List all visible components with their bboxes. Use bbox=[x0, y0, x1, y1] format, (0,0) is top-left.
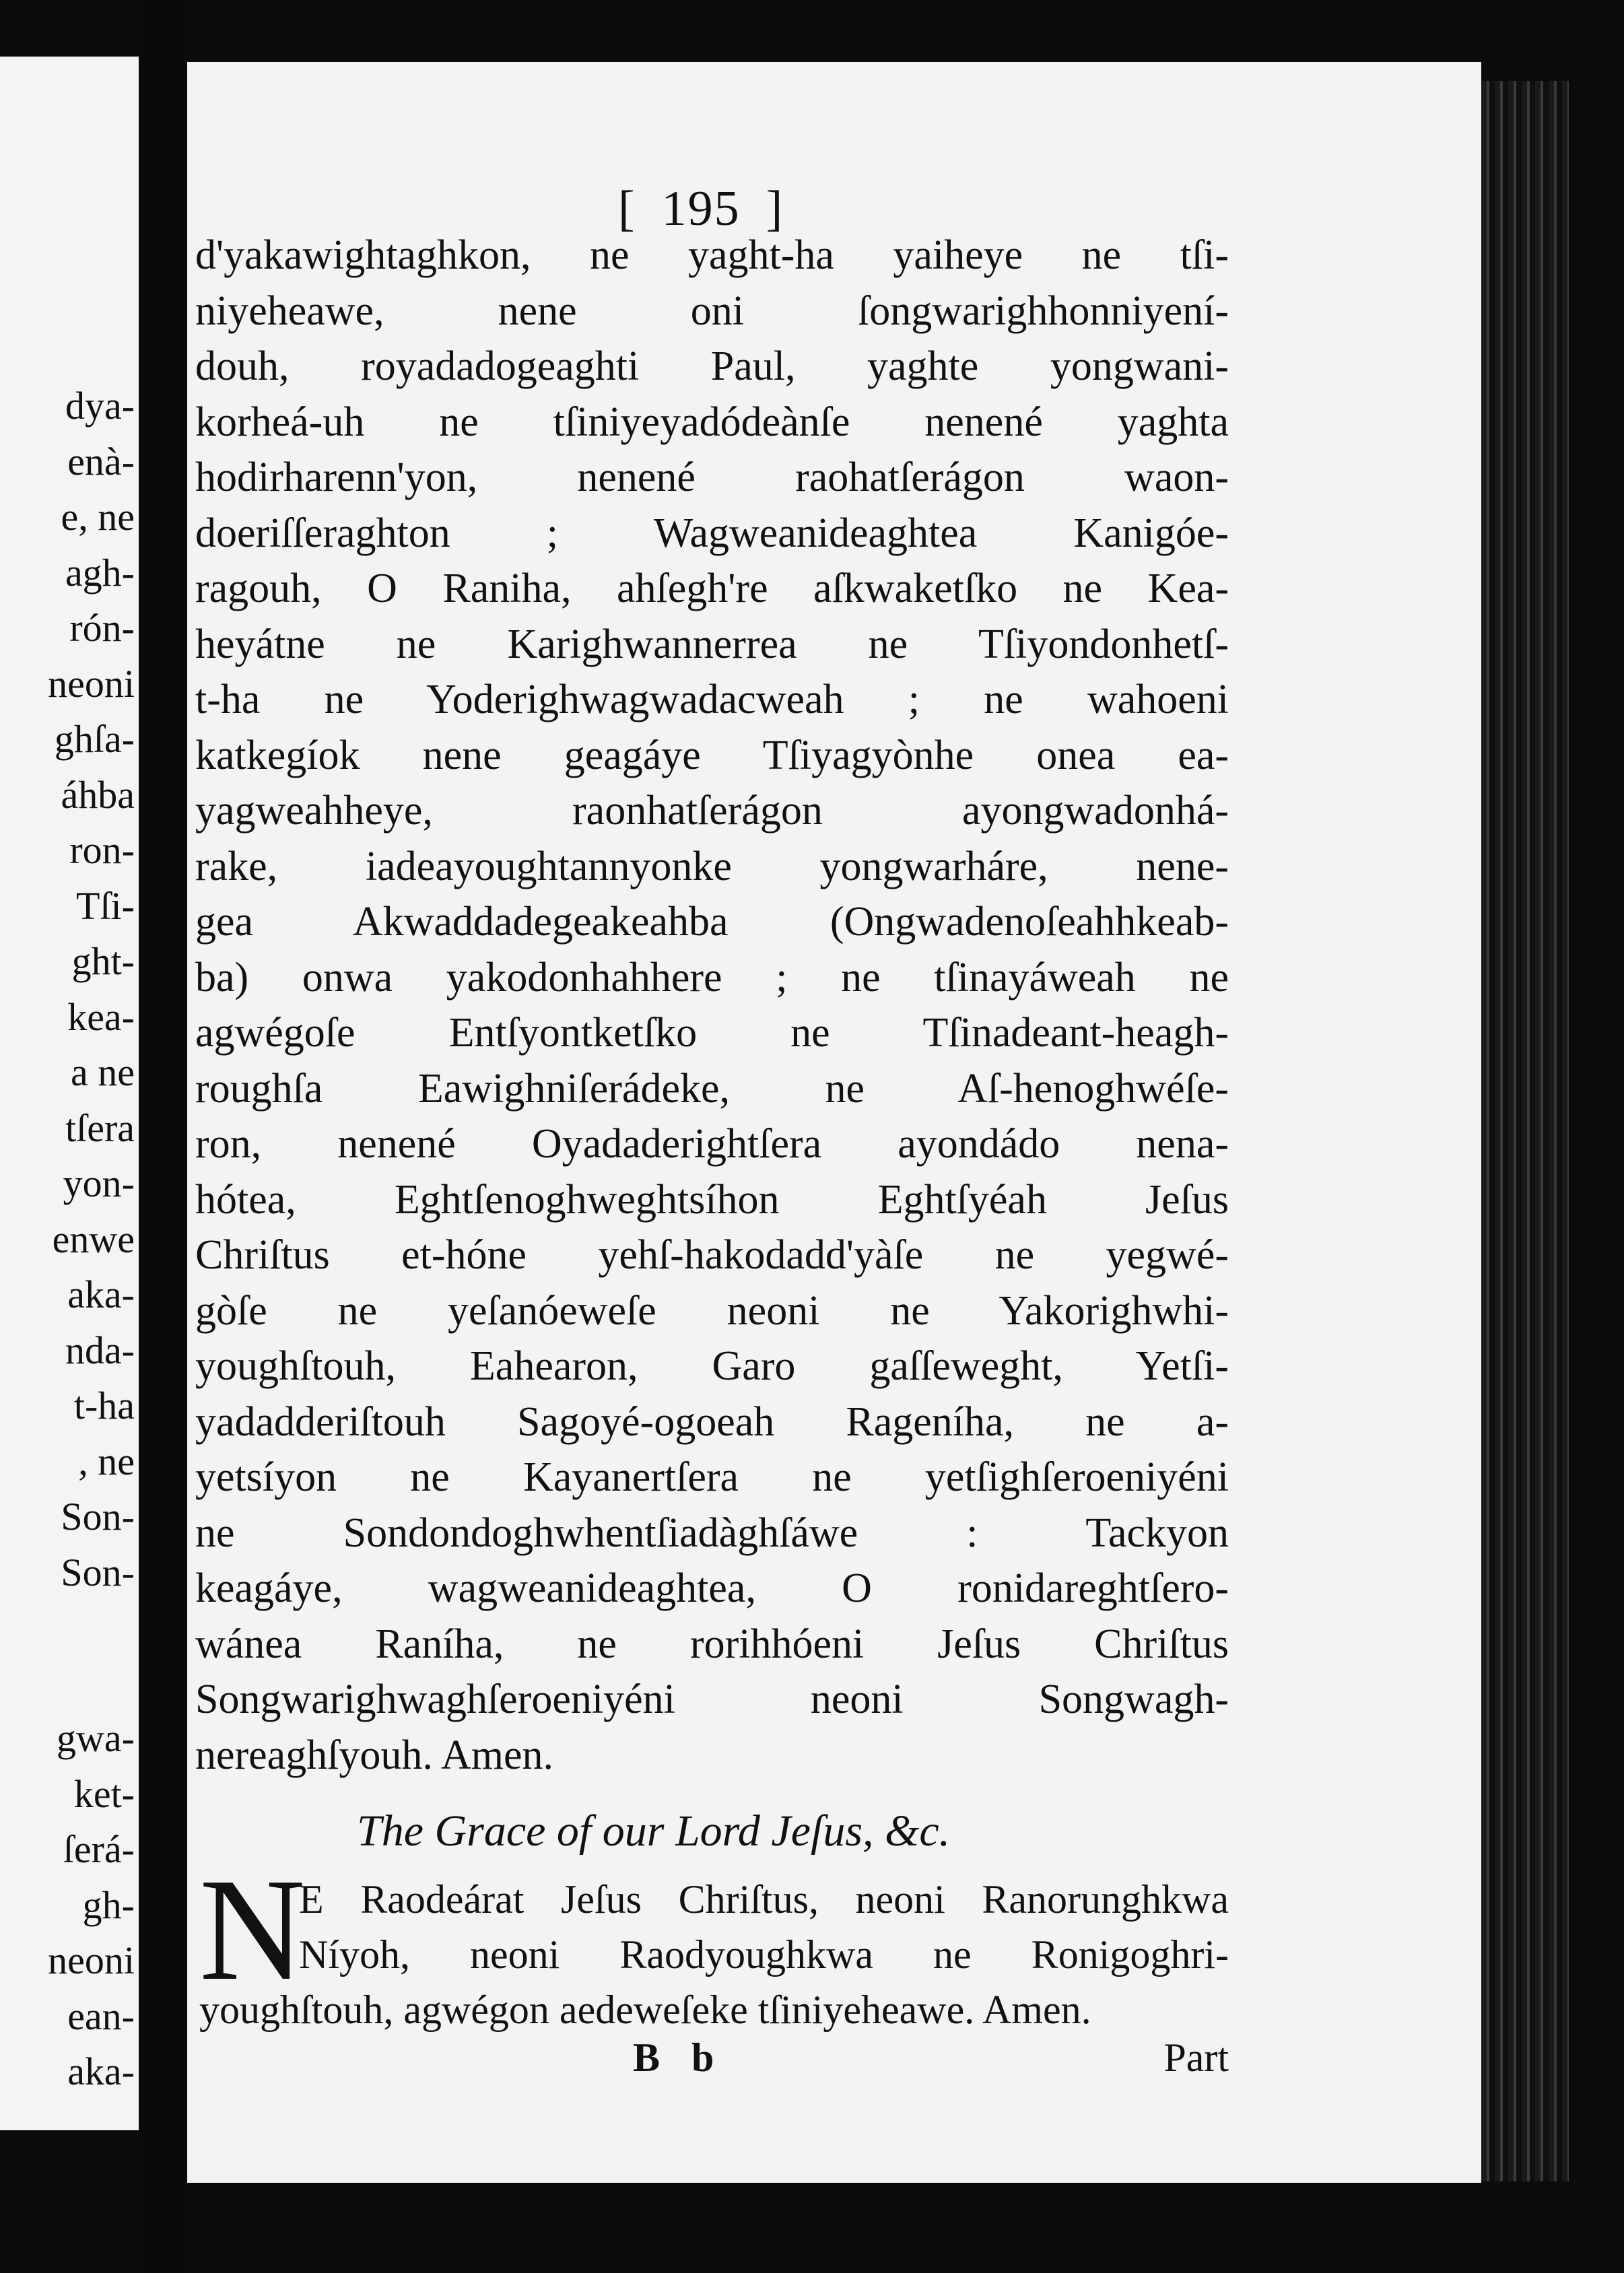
text-line: katkegíok nene geagáye Tſiyagyònhe onea ea- bbox=[195, 732, 1229, 778]
text-line: Songwarighwaghſeroeniyéni neoni Songwagh- bbox=[195, 1676, 1229, 1722]
fragment-line: neoni bbox=[48, 1938, 135, 1982]
catchword: Part bbox=[1163, 2035, 1229, 2080]
text-line: heyátne ne Karighwannerrea ne Tſiyondonhetſ- bbox=[195, 621, 1229, 667]
page-edges bbox=[1468, 81, 1569, 2181]
fragment-line: enwe bbox=[52, 1217, 135, 1261]
text-line: Chriſtus et-hóne yehſ-hakodadd'yàſe ne yegwé- bbox=[195, 1232, 1229, 1278]
text-line: wánea Raníha, ne rorihhóeni Jeſus Chriſtus bbox=[195, 1621, 1229, 1667]
fragment-line: rón- bbox=[69, 606, 135, 650]
fragment-line: ſerá- bbox=[63, 1827, 135, 1871]
text-line: korheá-uh ne tſiniyeyadódeànſe nenené yaghta bbox=[195, 399, 1229, 445]
text-line: keagáye, wagweanideaghtea, O ronidareghtſero- bbox=[195, 1565, 1229, 1611]
fragment-line: enà- bbox=[67, 439, 135, 483]
text-line: t-ha ne Yoderighwagwadacweah ; ne wahoeni bbox=[195, 677, 1229, 722]
fragment-line: kea- bbox=[67, 994, 135, 1039]
fragment-line: t-ha bbox=[73, 1384, 135, 1427]
text-line: ba) onwa yakodonhahhere ; ne tſinayáweah ne bbox=[195, 954, 1229, 1000]
fragment-line: Son- bbox=[61, 1495, 135, 1538]
fragment-line: Son- bbox=[61, 1550, 135, 1594]
text-line: yadadderiſtouh Sagoyé-ogoeah Rageníha, ne a- bbox=[195, 1398, 1229, 1445]
text-line: yetsíyon ne Kayanertſera ne yetſighſeroeniyéni bbox=[195, 1454, 1229, 1500]
text-line: yagweahheye, raonhatſerágon ayongwadonhá- bbox=[195, 788, 1229, 834]
fragment-line: Tſi- bbox=[76, 883, 135, 928]
folio-number: 195 bbox=[661, 181, 741, 236]
fragment-line: a ne bbox=[71, 1050, 135, 1094]
fragment-line: neoni bbox=[48, 661, 135, 706]
fragment-line: ean- bbox=[67, 1994, 135, 2038]
text-line: douh, royadadogeaghti Paul, yaghte yongwani- bbox=[195, 343, 1229, 389]
text-line: d'yakawightaghkon, ne yaght-ha yaiheye ne tſi- bbox=[195, 232, 1229, 278]
text-line: youghſtouh, Eahearon, Garo gaſſeweght, Yetſi- bbox=[195, 1343, 1229, 1389]
grace-line: Níyoh, neoni Raodyoughkwa ne Ronigoghri- bbox=[299, 1932, 1229, 1977]
page-footer bbox=[195, 2035, 1229, 2082]
fragment-line: ron- bbox=[69, 828, 135, 872]
text-line: ron, nenené Oyadaderightſera ayondádo nena- bbox=[195, 1121, 1229, 1167]
section-heading: The Grace of our Lord Jeſus, &c. bbox=[357, 1806, 951, 1856]
text-line: hótea, Eghtſenoghweghtsíhon Eghtſyéah Jeſus bbox=[195, 1176, 1229, 1223]
fragment-line: ghſa- bbox=[54, 717, 135, 761]
drop-capital: N bbox=[199, 1849, 306, 2011]
fragment-line: dya- bbox=[65, 384, 135, 428]
text-line: gea Akwaddadegeakeahba (Ongwadenoſeahhkeab- bbox=[195, 899, 1229, 945]
fragment-line: yon- bbox=[63, 1161, 135, 1205]
grace-paragraph bbox=[199, 1872, 1229, 2037]
fragment-line: ket- bbox=[73, 1771, 135, 1816]
text-line: nereaghſyouh. Amen. bbox=[195, 1732, 554, 1778]
book-gutter bbox=[139, 0, 187, 2273]
body-text bbox=[195, 228, 1229, 1783]
text-line: ragouh, O Raniha, ahſegh're aſkwaketſko ne Kea- bbox=[195, 566, 1229, 611]
text-line: niyeheawe, nene oni ſongwarighhonniyení- bbox=[195, 287, 1229, 334]
fragment-line: gwa- bbox=[57, 1716, 135, 1760]
fragment-line: ght- bbox=[71, 939, 135, 983]
text-line: gòſe ne yeſanóeweſe neoni ne Yakorighwhi- bbox=[195, 1287, 1229, 1334]
grace-line: youghſtouh, agwégon aedeweſeke tſiniyeheawe. Amen. bbox=[199, 1988, 1091, 2032]
fragment-line: tſera bbox=[65, 1106, 135, 1150]
fragment-line: e, ne bbox=[61, 495, 135, 539]
bracket-close: ] bbox=[766, 181, 784, 236]
text-line: agwégoſe Entſyontketſko ne Tſinadeant-heagh- bbox=[195, 1010, 1229, 1056]
text-line: doeriſſeraghton ; Wagweanideaghtea Kanigóe- bbox=[195, 510, 1229, 556]
text-line: ne Sondondoghwhentſiadàghſáwe : Tackyon bbox=[195, 1509, 1229, 1556]
fragment-gap bbox=[48, 1600, 135, 1711]
fragment-line: , ne bbox=[78, 1439, 135, 1483]
fragment-line: aka- bbox=[67, 2049, 135, 2093]
facing-page-text-fragments bbox=[48, 378, 135, 2100]
text-line: roughſa Eawighniſerádeke, ne Aſ-henoghwéſe- bbox=[195, 1065, 1229, 1112]
fragment-line: agh- bbox=[65, 550, 135, 595]
facing-page bbox=[0, 57, 139, 2130]
fragment-line: gh- bbox=[82, 1882, 135, 1927]
fragment-line: nda- bbox=[65, 1328, 135, 1372]
bracket-open: [ bbox=[618, 181, 636, 236]
fragment-line: áhba bbox=[61, 772, 135, 817]
grace-line: E Raodeárat Jeſus Chriſtus, neoni Ranorunghkwa bbox=[299, 1877, 1229, 1922]
text-line: hodirharenn'yon, nenené raohatſerágon waon- bbox=[195, 454, 1229, 500]
fragment-line: aka- bbox=[67, 1273, 135, 1316]
text-line: rake, iadeayoughtannyonke yongwarháre, nene- bbox=[195, 843, 1229, 889]
signature-mark: B b bbox=[633, 2035, 725, 2080]
